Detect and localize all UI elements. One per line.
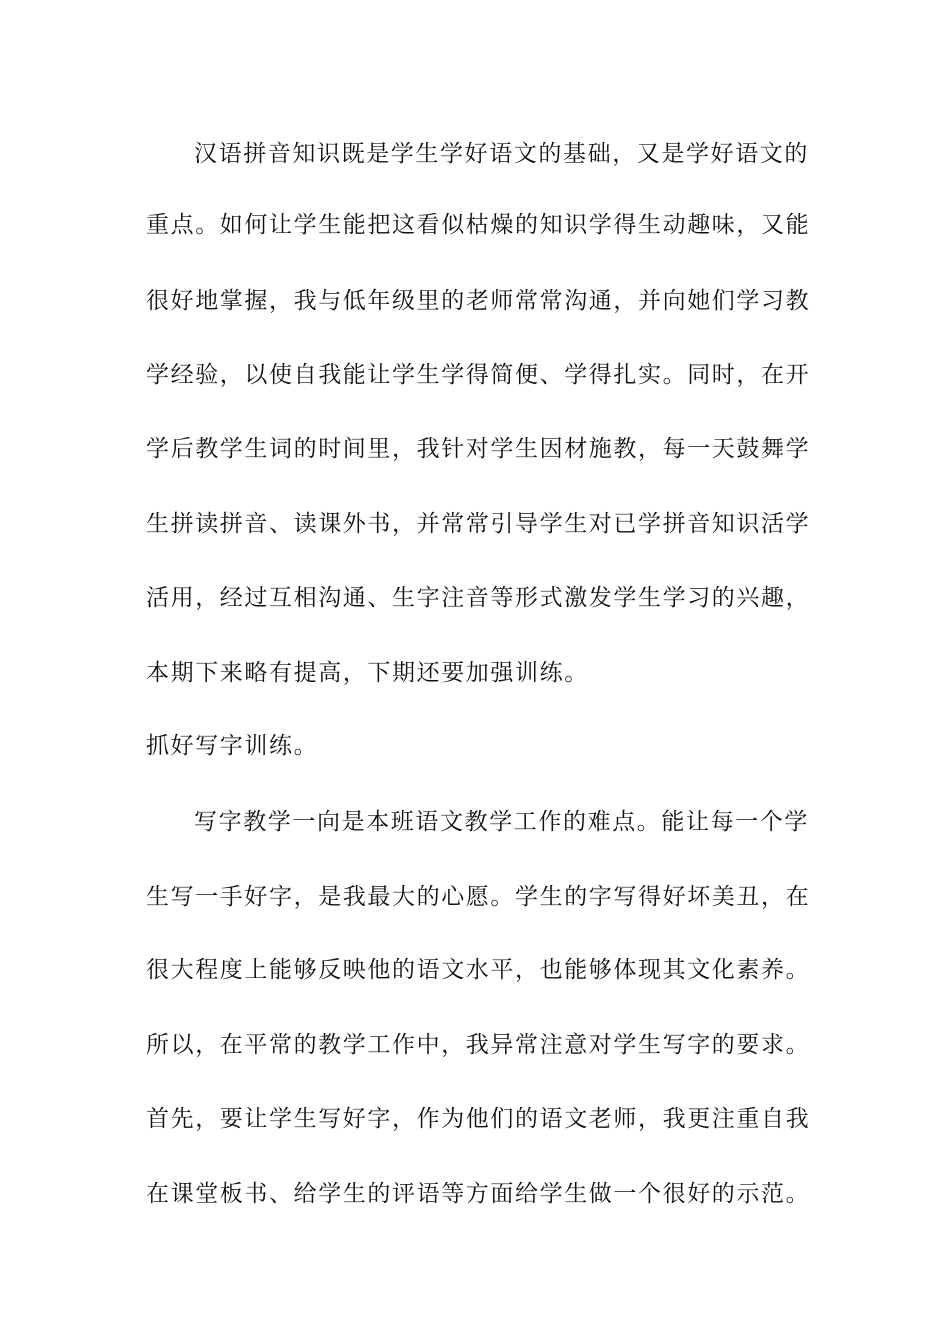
paragraph-1-line-7: 活用，经过互相沟通、生字注音等形式激发学生学习的兴趣， xyxy=(146,585,811,611)
paragraph-2-line-1: 写字教学一向是本班语文教学工作的难点。能让每一个学 xyxy=(194,809,809,835)
paragraph-2-line-5: 首先，要让学生写好字，作为他们的语文老师，我更注重自我 xyxy=(146,1106,811,1132)
paragraph-1-line-1: 汉语拼音知识既是学生学好语文的基础，又是学好语文的 xyxy=(194,141,809,167)
paragraph-1-line-2: 重点。如何让学生能把这看似枯燥的知识学得生动趣味，又能 xyxy=(146,212,811,238)
paragraph-2-line-3: 很大程度上能够反映他的语文水平，也能够体现其文化素养。 xyxy=(146,957,811,983)
paragraph-2-line-4: 所以，在平常的教学工作中，我异常注意对学生写字的要求。 xyxy=(146,1032,811,1058)
paragraph-2-line-6: 在课堂板书、给学生的评语等方面给学生做一个很好的示范。 xyxy=(146,1181,811,1207)
section-heading: 抓好写字训练。 xyxy=(146,733,319,759)
paragraph-2-line-2: 生写一手好字，是我最大的心愿。学生的字写得好坏美丑，在 xyxy=(146,884,811,910)
paragraph-1-line-5: 学后教学生词的时间里，我针对学生因材施教，每一天鼓舞学 xyxy=(146,436,811,462)
paragraph-1-line-8: 本期下来略有提高，下期还要加强训练。 xyxy=(146,660,589,686)
paragraph-1-line-6: 生拼读拼音、读课外书，并常常引导学生对已学拼音知识活学 xyxy=(146,511,811,537)
paragraph-1-line-4: 学经验，以使自我能让学生学得简便、学得扎实。同时，在开 xyxy=(146,362,811,388)
paragraph-1-line-3: 很好地掌握，我与低年级里的老师常常沟通，并向她们学习教 xyxy=(146,288,811,314)
